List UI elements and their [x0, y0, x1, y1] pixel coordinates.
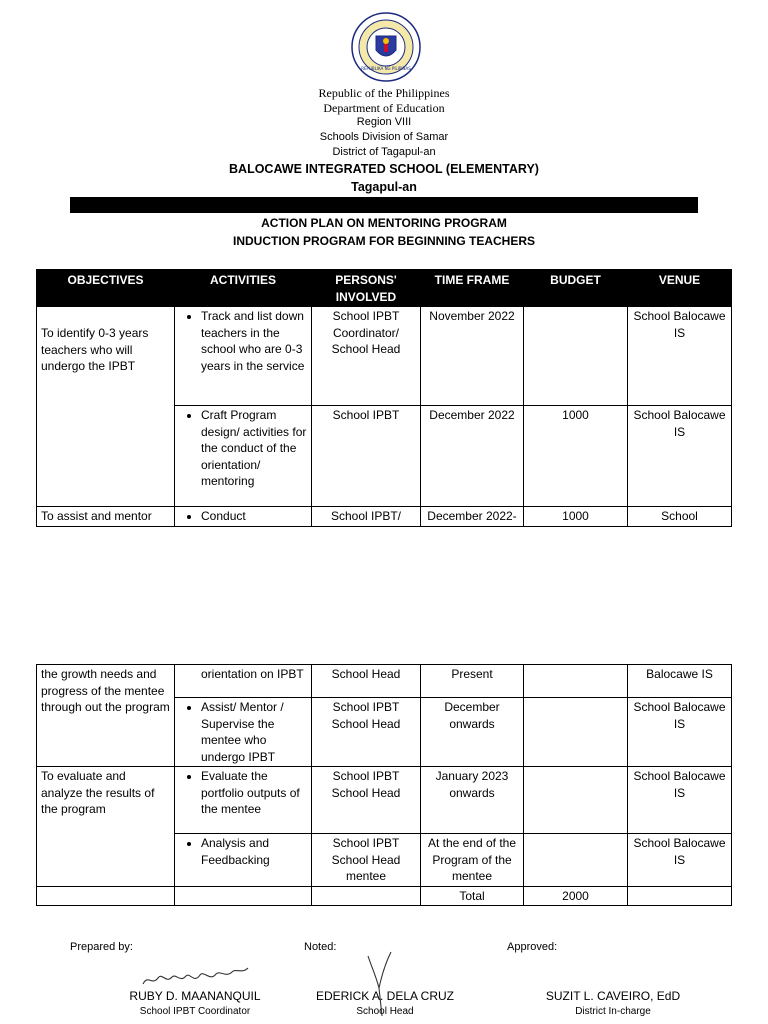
- noted-title: School Head: [356, 1006, 414, 1017]
- noted-label: Noted:: [304, 941, 337, 953]
- activity-cell: • Conduct: [175, 507, 312, 527]
- persons-cell: School IPBT School Head mentee: [312, 834, 421, 887]
- title-line-2: INDUCTION PROGRAM FOR BEGINNING TEACHERS: [232, 234, 535, 248]
- prepared-name: RUBY D. MAANANQUIL: [129, 989, 261, 1003]
- activity-cell: • Assist/ Mentor / Supervise the mentee who undergo IPBT: [175, 698, 312, 767]
- empty-cell: [312, 886, 421, 906]
- approved-label: Approved:: [507, 941, 558, 953]
- header-department: Department of Education: [323, 101, 445, 115]
- budget-cell: [524, 834, 628, 887]
- venue-cell: School Balocawe IS: [628, 767, 732, 834]
- time-cell: At the end of the Program of the mentee: [421, 834, 524, 887]
- total-row: [37, 886, 732, 906]
- header-divider: [70, 197, 698, 213]
- deped-seal: [351, 12, 421, 82]
- activity-cell: • Evaluate the portfolio outputs of the mentee: [175, 767, 312, 834]
- col-persons-involved: PERSONS' INVOLVED: [312, 270, 421, 307]
- table-row: [37, 665, 732, 698]
- time-cell: November 2022: [421, 307, 524, 406]
- time-cell: December 2022: [421, 406, 524, 507]
- header-region: Region VIII: [356, 116, 412, 128]
- time-cell: January 2023 onwards: [421, 767, 524, 834]
- budget-cell: 1000: [524, 507, 628, 527]
- activity-cell: orientation on IPBT: [175, 665, 312, 698]
- empty-cell: [37, 886, 175, 906]
- empty-cell: [175, 886, 312, 906]
- venue-cell: School Balocawe IS: [628, 698, 732, 767]
- header-district: District of Tagapul-an: [332, 146, 436, 158]
- signature-ruby-icon: [140, 962, 255, 992]
- time-cell: December 2022-: [421, 507, 524, 527]
- persons-cell: School IPBT School Head: [312, 698, 421, 767]
- col-objectives: OBJECTIVES: [37, 270, 175, 307]
- venue-cell: School: [628, 507, 732, 527]
- budget-cell: [524, 665, 628, 698]
- header-school: BALOCAWE INTEGRATED SCHOOL (ELEMENTARY): [229, 162, 539, 176]
- noted-name: EDERICK A. DELA CRUZ: [315, 989, 455, 1003]
- venue-cell: School Balocawe IS: [628, 834, 732, 887]
- venue-cell: School Balocawe IS: [628, 307, 732, 406]
- col-venue: VENUE: [628, 270, 732, 307]
- action-plan-table-part-1: [36, 269, 732, 527]
- svg-text:REPUBLIKA NG PILIPINAS: REPUBLIKA NG PILIPINAS: [361, 66, 411, 71]
- time-cell: Present: [421, 665, 524, 698]
- prepared-title: School IPBT Coordinator: [139, 1006, 251, 1017]
- header-division: Schools Division of Samar: [319, 131, 449, 143]
- objective-cell: To identify 0-3 years teachers who will undergo the IPBT: [37, 307, 175, 507]
- header-town: Tagapul-an: [351, 180, 417, 194]
- venue-cell: School Balocawe IS: [628, 406, 732, 507]
- persons-cell: School IPBT School Head: [312, 767, 421, 834]
- budget-cell: 1000: [524, 406, 628, 507]
- header-republic: Republic of the Philippines: [318, 86, 450, 100]
- objective-cell: the growth needs and progress of the mentee through out the program: [37, 665, 175, 767]
- action-plan-table-part-2: [36, 664, 732, 906]
- time-cell: December onwards: [421, 698, 524, 767]
- table-row: [37, 507, 732, 527]
- title-line-1: ACTION PLAN ON MENTORING PROGRAM: [261, 216, 507, 230]
- table-row: [37, 307, 732, 406]
- venue-cell: Balocawe IS: [628, 665, 732, 698]
- empty-cell: [628, 886, 732, 906]
- budget-cell: [524, 698, 628, 767]
- activity-cell: • Track and list down teachers in the school who are 0-3 years in the service: [175, 307, 312, 406]
- prepared-label: Prepared by:: [70, 941, 133, 953]
- persons-cell: School IPBT Coordinator/ School Head: [312, 307, 421, 406]
- budget-cell: [524, 307, 628, 406]
- budget-cell: [524, 767, 628, 834]
- persons-cell: School IPBT/: [312, 507, 421, 527]
- table-header-row: [37, 270, 732, 307]
- col-activities: ACTIVITIES: [175, 270, 312, 307]
- activity-cell: • Analysis and Feedbacking: [175, 834, 312, 887]
- total-label: Total: [421, 886, 524, 906]
- col-time-frame: TIME FRAME: [421, 270, 524, 307]
- total-value: 2000: [524, 886, 628, 906]
- approved-name: SUZIT L. CAVEIRO, EdD: [545, 989, 681, 1003]
- objective-cell: To evaluate and analyze the results of the program: [37, 767, 175, 887]
- persons-cell: School IPBT: [312, 406, 421, 507]
- approved-title: District In-charge: [575, 1006, 651, 1017]
- col-budget: BUDGET: [524, 270, 628, 307]
- persons-cell: School Head: [312, 665, 421, 698]
- table-row: [37, 767, 732, 834]
- activity-cell: • Craft Program design/ activities for the conduct of the orientation/ mentoring: [175, 406, 312, 507]
- seal-icon: [351, 12, 421, 82]
- objective-cell: To assist and mentor: [37, 507, 175, 527]
